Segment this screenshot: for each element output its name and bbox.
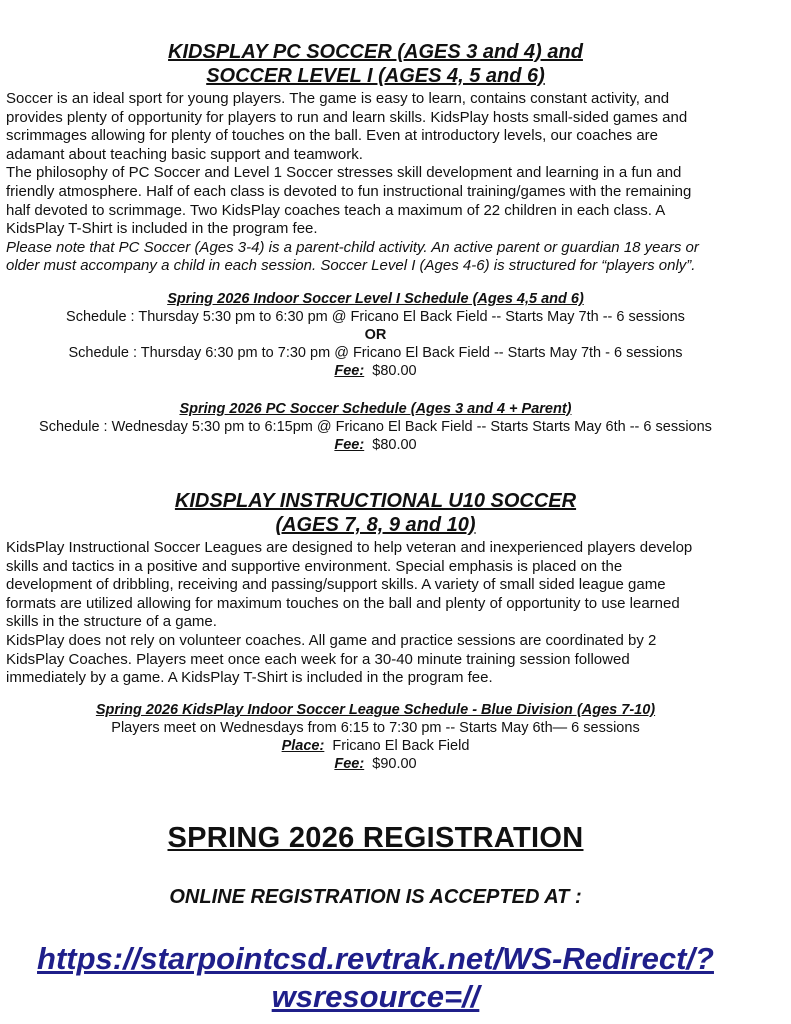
section1-title-line2: SOCCER LEVEL I (AGES 4, 5 and 6) xyxy=(206,65,545,87)
section1-note: Please note that PC Soccer (Ages 3-4) is a parent-child activity. An active parent or guardian 18 years or older must accompany a child in each session. Soccer Level I (Ages 4-6) is structured for “players only”. xyxy=(6,238,699,275)
section2-title-line2: (AGES 7, 8, 9 and 10) xyxy=(275,514,476,536)
schedule-u10-place xyxy=(0,737,751,755)
fee-label: Fee: xyxy=(334,437,365,453)
schedule-pc-fee xyxy=(0,436,751,454)
section1-body xyxy=(6,90,786,276)
fee-label: Fee: xyxy=(334,363,365,379)
place-value: Fricano El Back Field xyxy=(332,738,470,754)
schedule-u10-fee xyxy=(0,755,751,773)
registration-title: SPRING 2026 REGISTRATION xyxy=(167,822,584,854)
registration-url-line1[interactable]: https://starpointcsd.revtrak.net/WS-Redirect/? xyxy=(37,941,714,976)
place-label: Place: xyxy=(281,738,325,754)
fee-value: $80.00 xyxy=(372,363,417,379)
section2-body xyxy=(6,539,786,688)
section1-paragraph1: Soccer is an ideal sport for young players. The game is easy to learn, contains constant activity, and provides plenty of opportunity for players to run and learn skills. KidsPlay hosts small-sided games and scrimmages allowing for plenty of touches on the ball. Even at introductory levels, our coaches are adamant about teaching basic support and teamwork. xyxy=(6,90,688,163)
schedule-pc-line1: Schedule : Wednesday 5:30 pm to 6:15pm @ Fricano El Back Field -- Starts Starts May 6th -- 6 sessions xyxy=(39,419,712,435)
section1-title-line1: KIDSPLAY PC SOCCER (AGES 3 and 4) and xyxy=(168,41,583,63)
section2-paragraph1: KidsPlay Instructional Soccer Leagues are designed to help veteran and inexperienced players develop skills and tactics in a positive and supportive environment. Special emphasis is placed on the development of dribbling, receiving and passing/support skills. A variety of small sided league game formats are utilized allowing for maximum touches on the ball and plenty of opportunity to use learned skills in the structure of a game. xyxy=(6,539,693,631)
registration-link[interactable] xyxy=(0,940,751,1016)
section1-heading xyxy=(0,40,751,88)
schedule-level1-line2: Schedule : Thursday 6:30 pm to 7:30 pm @ Fricano El Back Field -- Starts May 7th - 6 sessions xyxy=(68,345,683,361)
section1-paragraph2: The philosophy of PC Soccer and Level 1 Soccer stresses skill development and learning in a fun and friendly atmosphere. Half of each class is devoted to fun instructional training/games with the remaining half devoted to scrimmage. Two KidsPlay coaches teach a maximum of 22 children in each class. A KidsPlay T-Shirt is included in the program fee. xyxy=(6,164,692,238)
schedule-level1-fee xyxy=(0,362,751,380)
registration-subtitle: ONLINE REGISTRATION IS ACCEPTED AT : xyxy=(169,886,582,908)
section2-title-line1: KIDSPLAY INSTRUCTIONAL U10 SOCCER xyxy=(174,490,577,512)
schedule-level1 xyxy=(0,290,751,380)
schedule-pc-title: Spring 2026 PC Soccer Schedule (Ages 3 and 4 + Parent) xyxy=(179,401,572,417)
schedule-level1-title: Spring 2026 Indoor Soccer Level I Schedule (Ages 4,5 and 6) xyxy=(167,291,584,307)
section2-paragraph2: KidsPlay does not rely on volunteer coaches. All game and practice sessions are coordinated by 2 KidsPlay Coaches. Players meet once each week for a 30-40 minute training session followed immediately by a game. A KidsPlay T-Shirt is included in the program fee. xyxy=(6,631,657,687)
schedule-u10 xyxy=(0,701,751,773)
schedule-u10-line1: Players meet on Wednesdays from 6:15 to 7:30 pm -- Starts May 6th— 6 sessions xyxy=(111,720,640,736)
fee-label: Fee: xyxy=(334,756,365,772)
schedule-level1-line1: Schedule : Thursday 5:30 pm to 6:30 pm @ Fricano El Back Field -- Starts May 7th -- 6 sessions xyxy=(66,309,685,325)
schedule-u10-title: Spring 2026 KidsPlay Indoor Soccer League Schedule - Blue Division (Ages 7-10) xyxy=(95,702,656,718)
schedule-pc xyxy=(0,400,751,454)
section2-heading xyxy=(0,489,751,537)
fee-value: $90.00 xyxy=(372,756,417,772)
registration-url-line2[interactable]: wsresource=// xyxy=(271,979,480,1014)
schedule-level1-or: OR xyxy=(364,327,387,343)
fee-value: $80.00 xyxy=(372,437,417,453)
